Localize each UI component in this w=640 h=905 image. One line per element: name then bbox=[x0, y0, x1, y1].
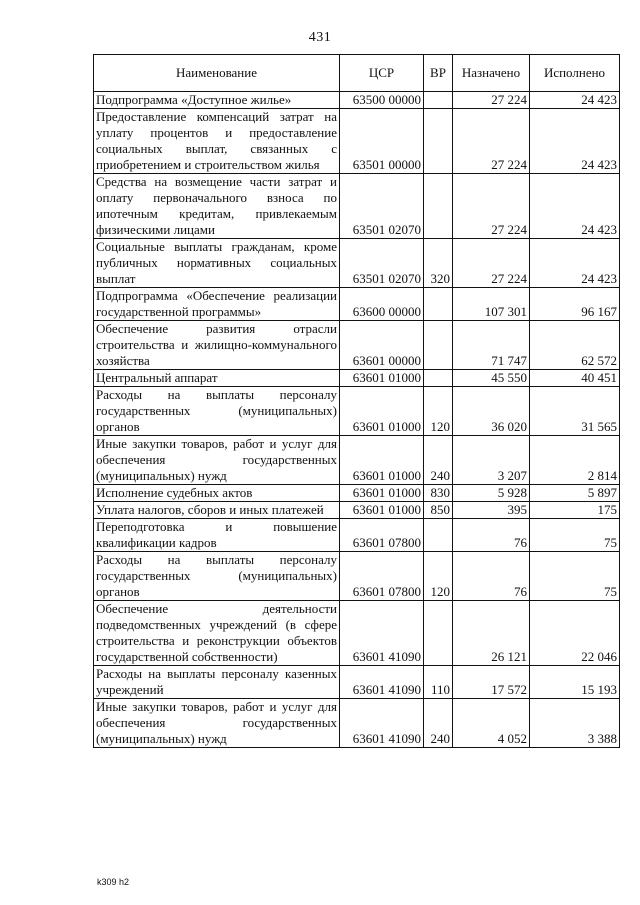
header-planned: Назначено bbox=[453, 55, 530, 92]
row-executed-cell: 22 046 bbox=[530, 601, 620, 666]
table-row bbox=[94, 601, 620, 666]
row-executed-cell: 5 897 bbox=[530, 485, 620, 502]
row-planned-cell: 27 224 bbox=[453, 92, 530, 109]
row-planned-cell: 36 020 bbox=[453, 387, 530, 436]
row-vr-cell bbox=[424, 519, 453, 552]
row-executed-cell: 3 388 bbox=[530, 699, 620, 748]
row-name-cell: Иные закупки товаров, работ и услуг для обеспечения государственных (муниципальных) нужд bbox=[94, 699, 340, 748]
table-row bbox=[94, 552, 620, 601]
row-vr-cell: 240 bbox=[424, 436, 453, 485]
row-planned-cell: 76 bbox=[453, 519, 530, 552]
row-planned-cell: 5 928 bbox=[453, 485, 530, 502]
row-csr-cell: 63600 00000 bbox=[340, 288, 424, 321]
row-executed-cell: 24 423 bbox=[530, 174, 620, 239]
table-row bbox=[94, 699, 620, 748]
row-vr-cell bbox=[424, 370, 453, 387]
table-row bbox=[94, 387, 620, 436]
row-name-cell: Обеспечение деятельности подведомственных учреждений (в сфере строительства и реконструкции объектов государственной собственности) bbox=[94, 601, 340, 666]
row-executed-cell: 62 572 bbox=[530, 321, 620, 370]
row-name-cell: Расходы на выплаты персоналу государственных (муниципальных) органов bbox=[94, 552, 340, 601]
row-name-cell: Переподготовка и повышение квалификации кадров bbox=[94, 519, 340, 552]
row-name-cell: Иные закупки товаров, работ и услуг для обеспечения государственных (муниципальных) нужд bbox=[94, 436, 340, 485]
row-executed-cell: 15 193 bbox=[530, 666, 620, 699]
page-number: 431 bbox=[308, 30, 332, 45]
row-name-cell: Средства на возмещение части затрат и оплату первоначального взноса по ипотечным кредитам, привлекаемым физическими лицами bbox=[94, 174, 340, 239]
row-planned-cell: 27 224 bbox=[453, 109, 530, 174]
row-vr-cell: 110 bbox=[424, 666, 453, 699]
row-executed-cell: 75 bbox=[530, 552, 620, 601]
header-csr: ЦСР bbox=[340, 55, 424, 92]
table-row bbox=[94, 109, 620, 174]
row-vr-cell bbox=[424, 109, 453, 174]
row-csr-cell: 63601 07800 bbox=[340, 552, 424, 601]
row-planned-cell: 27 224 bbox=[453, 174, 530, 239]
row-name-cell: Расходы на выплаты персоналу казенных учреждений bbox=[94, 666, 340, 699]
row-planned-cell: 107 301 bbox=[453, 288, 530, 321]
row-name-cell: Предоставление компенсаций затрат на уплату процентов и предоставление социальных выплат, связанных с приобретением и строительством жилья bbox=[94, 109, 340, 174]
row-executed-cell: 75 bbox=[530, 519, 620, 552]
row-executed-cell: 2 814 bbox=[530, 436, 620, 485]
footer-code: k309 h2 bbox=[97, 877, 130, 887]
row-csr-cell: 63601 01000 bbox=[340, 370, 424, 387]
row-executed-cell: 24 423 bbox=[530, 92, 620, 109]
row-csr-cell: 63501 02070 bbox=[340, 174, 424, 239]
row-vr-cell bbox=[424, 321, 453, 370]
table-row bbox=[94, 436, 620, 485]
table-row bbox=[94, 666, 620, 699]
table-row bbox=[94, 92, 620, 109]
row-executed-cell: 24 423 bbox=[530, 109, 620, 174]
header-vr: ВР bbox=[424, 55, 453, 92]
row-executed-cell: 24 423 bbox=[530, 239, 620, 288]
row-vr-cell bbox=[424, 174, 453, 239]
row-name-cell: Обеспечение развития отрасли строительства и жилищно-коммунального хозяйства bbox=[94, 321, 340, 370]
row-csr-cell: 63601 01000 bbox=[340, 387, 424, 436]
row-vr-cell: 830 bbox=[424, 485, 453, 502]
row-planned-cell: 395 bbox=[453, 502, 530, 519]
table-body bbox=[94, 92, 620, 748]
row-planned-cell: 4 052 bbox=[453, 699, 530, 748]
row-vr-cell: 240 bbox=[424, 699, 453, 748]
row-csr-cell: 63601 00000 bbox=[340, 321, 424, 370]
row-csr-cell: 63501 02070 bbox=[340, 239, 424, 288]
row-vr-cell: 120 bbox=[424, 552, 453, 601]
row-vr-cell: 120 bbox=[424, 387, 453, 436]
row-vr-cell bbox=[424, 601, 453, 666]
row-csr-cell: 63601 01000 bbox=[340, 502, 424, 519]
row-executed-cell: 96 167 bbox=[530, 288, 620, 321]
row-planned-cell: 71 747 bbox=[453, 321, 530, 370]
budget-table bbox=[93, 54, 620, 748]
row-name-cell: Социальные выплаты гражданам, кроме публичных нормативных социальных выплат bbox=[94, 239, 340, 288]
table-row bbox=[94, 485, 620, 502]
row-csr-cell: 63601 41090 bbox=[340, 601, 424, 666]
row-name-cell: Подпрограмма «Обеспечение реализации государственной программы» bbox=[94, 288, 340, 321]
row-csr-cell: 63601 41090 bbox=[340, 666, 424, 699]
row-name-cell: Центральный аппарат bbox=[94, 370, 340, 387]
row-vr-cell: 850 bbox=[424, 502, 453, 519]
row-csr-cell: 63500 00000 bbox=[340, 92, 424, 109]
table-header-row bbox=[94, 55, 620, 92]
row-vr-cell bbox=[424, 92, 453, 109]
row-planned-cell: 26 121 bbox=[453, 601, 530, 666]
row-csr-cell: 63601 07800 bbox=[340, 519, 424, 552]
row-planned-cell: 45 550 bbox=[453, 370, 530, 387]
row-csr-cell: 63601 41090 bbox=[340, 699, 424, 748]
row-planned-cell: 27 224 bbox=[453, 239, 530, 288]
row-executed-cell: 40 451 bbox=[530, 370, 620, 387]
header-name: Наименование bbox=[94, 55, 340, 92]
table-row bbox=[94, 502, 620, 519]
row-planned-cell: 76 bbox=[453, 552, 530, 601]
row-executed-cell: 175 bbox=[530, 502, 620, 519]
table-row bbox=[94, 288, 620, 321]
row-name-cell: Подпрограмма «Доступное жилье» bbox=[94, 92, 340, 109]
row-name-cell: Исполнение судебных актов bbox=[94, 485, 340, 502]
table-row bbox=[94, 370, 620, 387]
row-vr-cell bbox=[424, 288, 453, 321]
row-csr-cell: 63601 01000 bbox=[340, 436, 424, 485]
header-executed: Исполнено bbox=[530, 55, 620, 92]
table-row bbox=[94, 519, 620, 552]
row-planned-cell: 3 207 bbox=[453, 436, 530, 485]
row-csr-cell: 63601 01000 bbox=[340, 485, 424, 502]
table-row bbox=[94, 174, 620, 239]
row-executed-cell: 31 565 bbox=[530, 387, 620, 436]
row-name-cell: Расходы на выплаты персоналу государственных (муниципальных) органов bbox=[94, 387, 340, 436]
row-planned-cell: 17 572 bbox=[453, 666, 530, 699]
row-csr-cell: 63501 00000 bbox=[340, 109, 424, 174]
table-row bbox=[94, 239, 620, 288]
table-row bbox=[94, 321, 620, 370]
row-name-cell: Уплата налогов, сборов и иных платежей bbox=[94, 502, 340, 519]
row-vr-cell: 320 bbox=[424, 239, 453, 288]
